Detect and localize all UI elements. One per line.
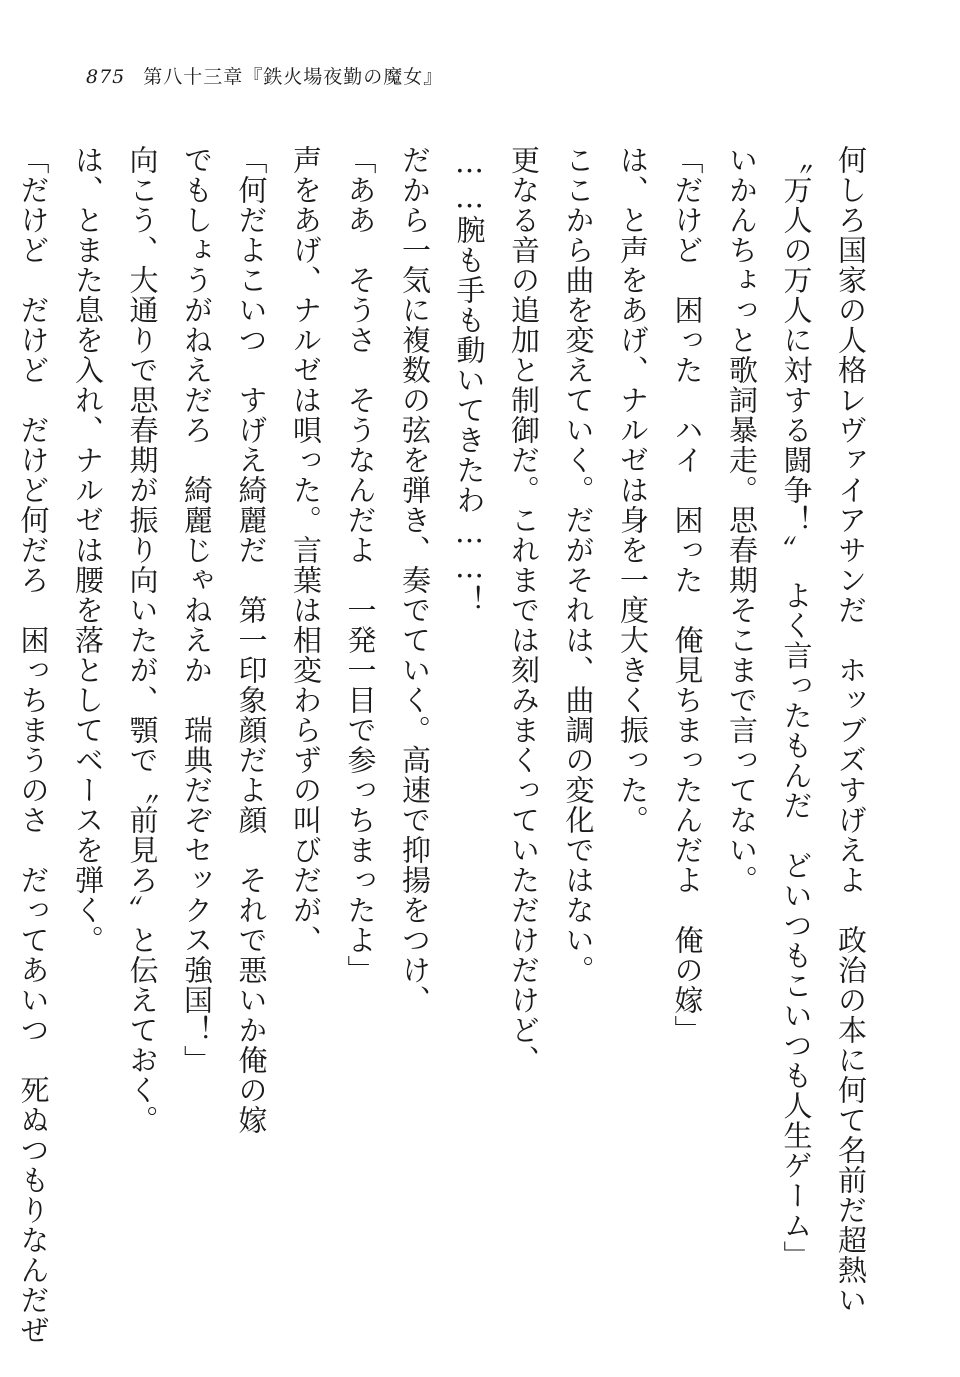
chapter-title: 第八十三章『鉄火場夜勤の魔女』 [143, 66, 444, 88]
running-header [86, 62, 443, 89]
text-line: だから一気に複数の弦を弾き、奏でていく。高速で抑揚をつけ、 [398, 145, 432, 1015]
text-line [0, 145, 6, 1225]
text-line: は、と声をあげ、ナルゼは身を一度大きく振った。 [616, 145, 650, 835]
text-line: 更なる音の追加と制御だ。これまでは刻みまくっていただけだけど、 [507, 145, 541, 1075]
text-line: 声をあげ、ナルゼは唄った。言葉は相変わらずの叫びだが、 [289, 145, 323, 955]
text-line: は、とまた息を入れ、ナルゼは腰を落としてベースを弾く。 [71, 145, 105, 955]
text-line: ……腕も手も動いてきたわ……！ [452, 145, 487, 615]
text-line: でもしょうがねえだろ 綺麗じゃねえか 瑞典だぞセックス強国！」 [180, 145, 214, 1075]
text-line: 「だけど だけど だけど何だろ 困っちまうのさ だってあいつ 死ぬつもりなんだぜ [16, 145, 51, 1345]
body-text [16, 145, 878, 1345]
page-number: 875 [86, 66, 126, 88]
text-line: 「何だよこいつ すげえ綺麗だ 第一印象顔だよ顔 それで悪いか俺の嫁 [234, 145, 269, 1135]
text-line: 〝万人の万人に対する闘争！〟 よく言ったもんだ どいつもこいつも人生ゲーム」 [779, 145, 814, 1271]
text-line: いかんちょっと歌詞暴走。思春期そこまで言ってない。 [725, 145, 759, 895]
text-line: 向こう、大通りで思春期が振り向いたが、顎で〝前見ろ〟と伝えておく。 [125, 145, 160, 1135]
text-line: ここから曲を変えていく。だがそれは、曲調の変化ではない。 [561, 145, 596, 985]
text-line: 何しろ国家の人格レヴァイアサンだ ホッブズすげえよ 政治の本に何て名前だ超熱い [834, 145, 868, 1315]
text-line: 「だけど 困った ハイ 困った 俺見ちまったんだよ 俺の嫁」 [670, 145, 705, 1045]
text-line: 「ああ そうさ そうなんだよ 一発一目で参っちまったよ」 [343, 145, 378, 985]
